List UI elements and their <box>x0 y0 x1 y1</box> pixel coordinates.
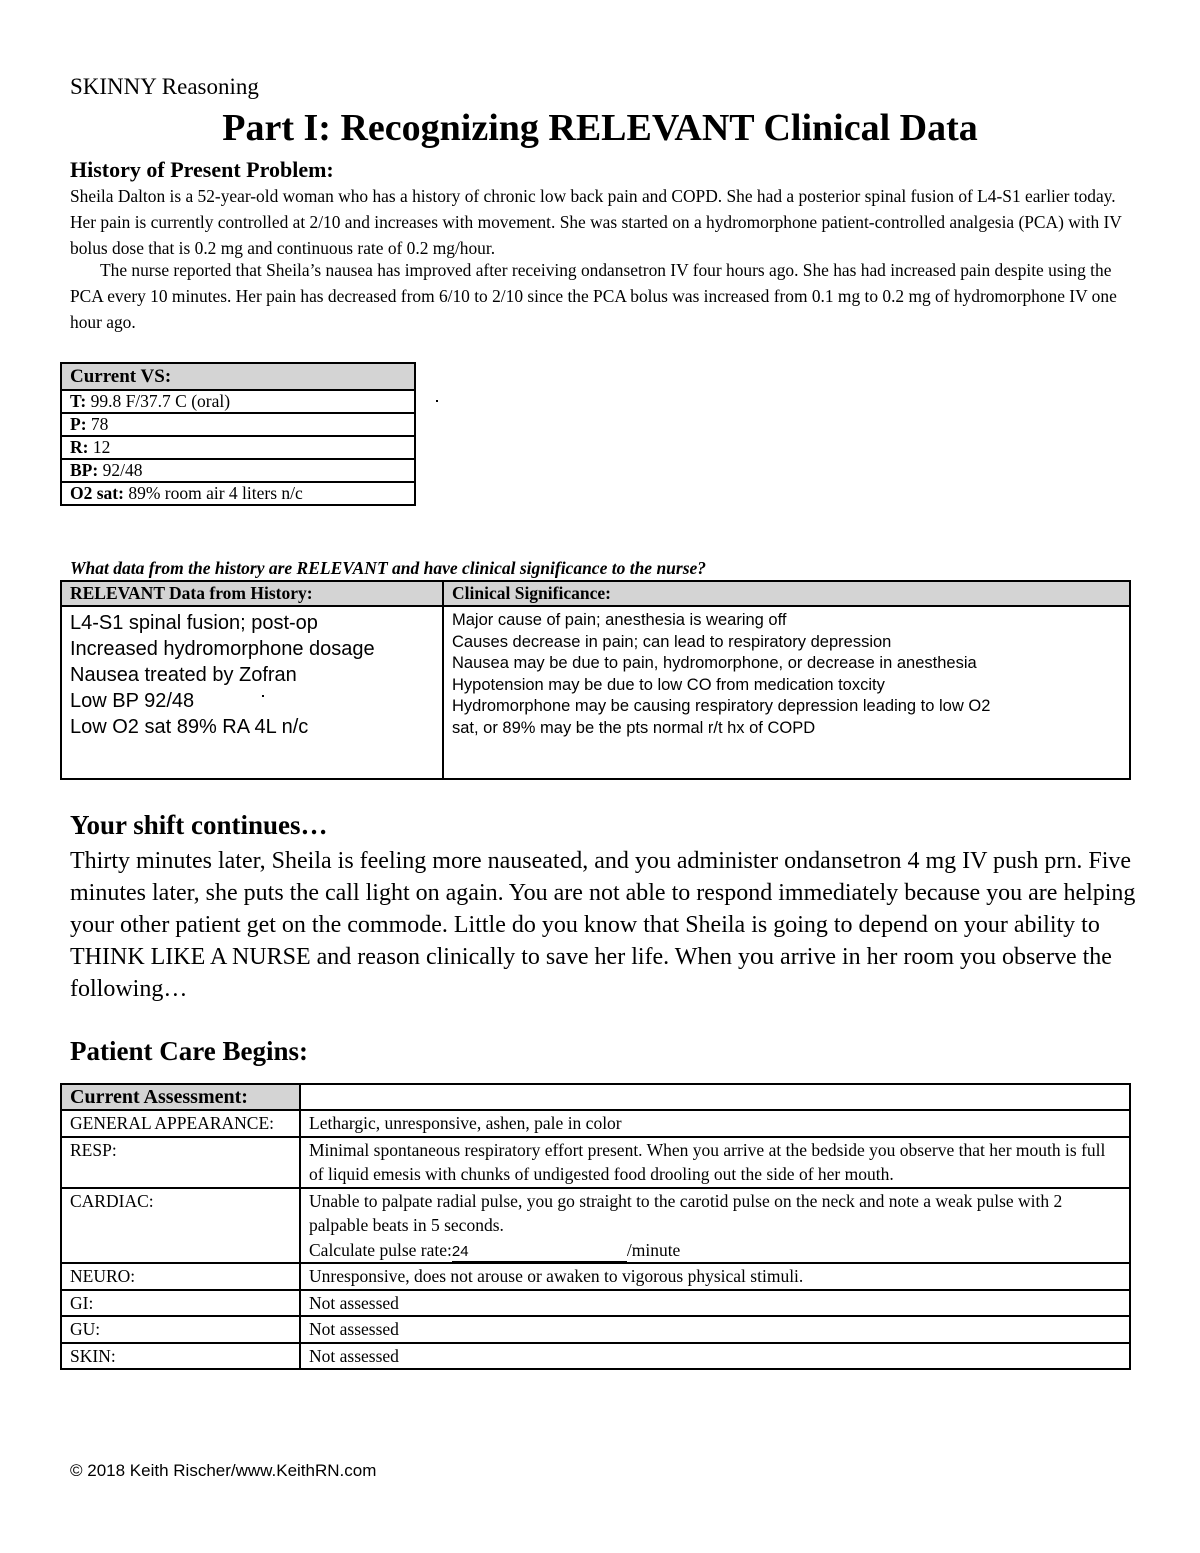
significance-line: Nausea may be due to pain, hydromorphone, or decrease in anesthesia <box>452 654 977 672</box>
shift-narrative: Thirty minutes later, Sheila is feeling more nauseated, and you administer ondansetron 4 mg IV push prn. Five minutes later, she puts the call light on again. You are not able to respond immediately because you are helping your other patient get on the commode. Little do you know that Sheila is going to depend on your ability to THINK LIKE A NURSE and reason clinically to save her life. When you arrive in her room you observe the following… <box>70 848 1136 1002</box>
assessment-value: Unresponsive, does not arouse or awaken to vigorous physical stimuli. <box>300 1263 1130 1290</box>
table-row <box>61 1188 1130 1264</box>
page-title: Part I: Recognizing RELEVANT Clinical Data <box>222 107 978 149</box>
relevant-data-line: Low BP 92/48 <box>70 690 195 712</box>
table-row <box>61 1137 1130 1188</box>
relevant-data-line: Nausea treated by Zofran <box>70 664 297 686</box>
assessment-value: Not assessed <box>300 1316 1130 1343</box>
assessment-value: Not assessed <box>300 1343 1130 1370</box>
assessment-label: NEURO: <box>61 1263 300 1290</box>
vital-label: R: <box>70 437 89 457</box>
assessment-label: RESP: <box>61 1137 300 1188</box>
vital-value: 78 <box>86 414 109 434</box>
vital-label: T: <box>70 391 87 411</box>
relevant-data-line: Low O2 sat 89% RA 4L n/c <box>70 716 309 738</box>
history-paragraph-2-text: The nurse reported that Sheila’s nausea has improved after receiving ondansetron IV four hours ago. She has had increased pain despite using the PCA every 10 minutes. Her pain has decreased from 6/10 to 2/10 since the PCA bolus was increased from 0.1 mg to 0.2 mg of hydromorphone IV one hour ago. <box>70 260 1117 332</box>
pulse-unit: /minute <box>626 1239 681 1260</box>
patient-care-heading: Patient Care Begins: <box>70 1036 308 1066</box>
pulse-calculation <box>309 1238 1121 1263</box>
history-heading: History of Present Problem: <box>70 157 334 182</box>
stray-mark <box>436 400 438 402</box>
copyright-footer: © 2018 Keith Rischer/www.KeithRN.com <box>70 1461 377 1480</box>
relevant-data-line: L4-S1 spinal fusion; post-op <box>70 612 318 634</box>
clinical-significance-cell[interactable] <box>443 606 1130 779</box>
table-row <box>61 1343 1130 1370</box>
vital-value: 12 <box>88 437 111 457</box>
assessment-header-blank <box>300 1084 1130 1110</box>
assessment-value: Lethargic, unresponsive, ashen, pale in color <box>300 1110 1130 1137</box>
vital-row-temp <box>61 390 415 413</box>
table-row <box>61 1110 1130 1137</box>
vital-value: 99.8 F/37.7 C (oral) <box>86 391 231 411</box>
vital-row-bp <box>61 459 415 482</box>
assessment-table <box>60 1083 1131 1370</box>
assessment-label: GENERAL APPEARANCE: <box>61 1110 300 1137</box>
clinical-significance-header: Clinical Significance: <box>443 581 1130 606</box>
pulse-rate-field[interactable]: 24 <box>452 1243 627 1262</box>
vital-value: 89% room air 4 liters n/c <box>123 483 303 503</box>
table-row <box>61 1290 1130 1317</box>
relevant-question: What data from the history are RELEVANT and have clinical significance to the nurse? <box>70 558 707 578</box>
vital-row-resp <box>61 436 415 459</box>
significance-line: Major cause of pain; anesthesia is wearing off <box>452 611 787 629</box>
significance-line: sat, or 89% may be the pts normal r/t hx of COPD <box>452 718 816 737</box>
stray-mark <box>262 695 264 697</box>
significance-line: Hypotension may be due to low CO from medication toxcity <box>452 675 885 694</box>
vital-row-pulse <box>61 413 415 436</box>
table-row <box>61 1263 1130 1290</box>
assessment-label: CARDIAC: <box>61 1188 300 1264</box>
assessment-value: Unable to palpate radial pulse, you go straight to the carotid pulse on the neck and note a weak pulse with 2 palpable beats in 5 seconds. <box>309 1190 1063 1235</box>
assessment-label: SKIN: <box>61 1343 300 1370</box>
assessment-value-cardiac <box>300 1188 1130 1264</box>
significance-line: Hydromorphone may be causing respiratory depression leading to low O2 <box>452 697 991 715</box>
pulse-prompt: Calculate pulse rate: <box>309 1239 452 1260</box>
vital-label: O2 sat: <box>70 483 124 503</box>
relevant-data-cell[interactable] <box>61 606 443 779</box>
vital-value: 92/48 <box>98 460 143 480</box>
assessment-label: GI: <box>61 1290 300 1317</box>
kicker-text: SKINNY Reasoning <box>70 74 259 99</box>
assessment-value: Minimal spontaneous respiratory effort present. When you arrive at the bedside you observe that her mouth is full of liquid emesis with chunks of undigested food drooling out the side of her mouth. <box>300 1137 1130 1188</box>
relevant-data-line: Increased hydromorphone dosage <box>70 638 375 660</box>
vital-row-o2 <box>61 482 415 505</box>
vital-signs-heading: Current VS: <box>61 363 415 390</box>
relevant-data-header: RELEVANT Data from History: <box>61 581 443 606</box>
assessment-header: Current Assessment: <box>61 1084 300 1110</box>
significance-line: Causes decrease in pain; can lead to respiratory depression <box>452 632 892 651</box>
vital-label: BP: <box>70 460 99 480</box>
history-paragraph-2 <box>70 258 1135 335</box>
history-paragraph-1: Sheila Dalton is a 52-year-old woman who has a history of chronic low back pain and COPD. She had a posterior spinal fusion of L4-S1 earlier today. Her pain is currently controlled at 2/10 and increases with movement. She was started on a hydromorphone patient-controlled analgesia (PCA) with IV bolus dose that is 0.2 mg and continuous rate of 0.2 mg/hour. <box>70 186 1122 258</box>
assessment-value: Not assessed <box>300 1290 1130 1317</box>
table-row <box>61 1316 1130 1343</box>
assessment-label: GU: <box>61 1316 300 1343</box>
shift-heading: Your shift continues… <box>70 810 328 840</box>
vital-signs-table <box>60 362 416 506</box>
vital-label: P: <box>70 414 87 434</box>
relevant-data-table <box>60 580 1131 780</box>
